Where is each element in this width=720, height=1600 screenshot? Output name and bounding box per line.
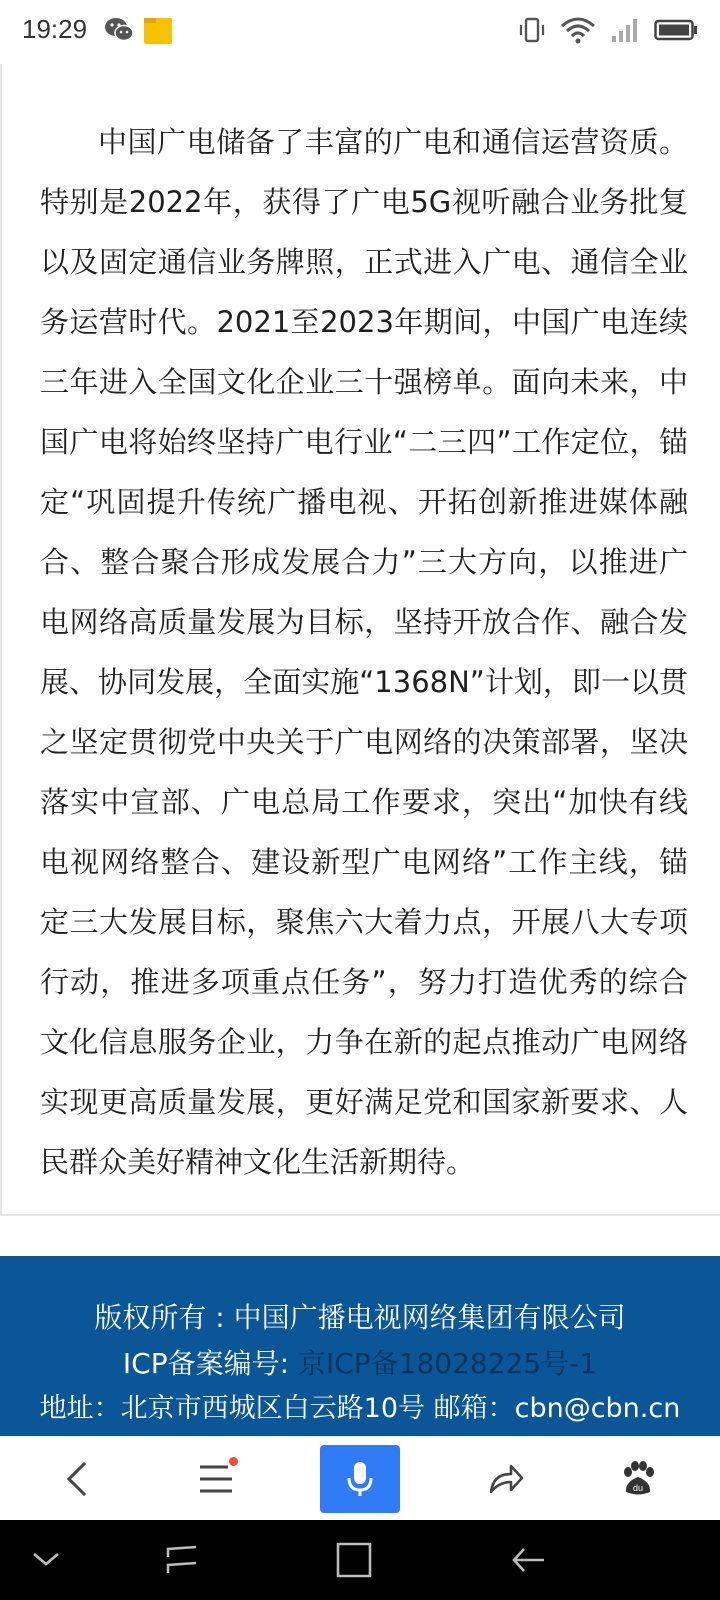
toolbar-share-button[interactable] (476, 1449, 536, 1509)
menu-icon (198, 1463, 234, 1495)
nav-recents-button[interactable] (160, 1540, 204, 1580)
voice-search-button[interactable] (320, 1445, 400, 1513)
microphone-icon (345, 1460, 375, 1498)
wifi-icon (560, 16, 596, 48)
toolbar-menu-button[interactable] (186, 1449, 246, 1509)
baidu-paw-icon (619, 1460, 657, 1498)
wechat-icon (104, 16, 134, 50)
share-icon (487, 1462, 525, 1496)
footer-icp (0, 1346, 720, 1382)
nav-collapse-button[interactable] (24, 1540, 68, 1580)
nav-home-button[interactable] (332, 1540, 376, 1580)
nav-back-button[interactable] (506, 1540, 550, 1580)
footer-icp-label: ICP备案编号: (122, 1347, 290, 1380)
status-time: 19:29 (22, 14, 88, 44)
svg-text:du: du (632, 1483, 644, 1493)
signal-icon (610, 16, 640, 48)
back-icon (510, 1545, 546, 1575)
footer-icp-link[interactable]: 京ICP备18028225号-1 (297, 1347, 598, 1380)
article-paragraph: 中国广电储备了丰富的广电和通信运营资质。特别是2022年，获得了广电5G视听融合业务批复以及固定通信业务牌照，正式进入广电、通信全业务运营时代。2021至2023年期间，中国广电连续三年进入全国文化企业三十强榜单。面向未来，中国广电将始终坚持广电行业“二三四”工作定位，锚定“巩固提升传统广播电视、开拓创新推进媒体融合、整合聚合形成发展合力”三大方向，以推进广电网络高质量发展为目标，坚持开放合作、融合发展、协同发展，全面实施“1368N”计划，即一以贯之坚定贯彻党中央关于广电网络的决策部署，坚决落实中宣部、广电总局工作要求，突出“加快有线电视网络整合、建设新型广电网络”工作主线，锚定三大发展目标，聚焦六大着力点，开展八大专项行动，推进多项重点任务”，努力打造优秀的综合文化信息服务企业，力争在新的起点推动广电网络实现更高质量发展，更好满足党和国家新要求、人民群众美好精神文化生活新期待。 (40, 125, 688, 1179)
battery-icon (654, 18, 698, 46)
browser-toolbar (0, 1436, 720, 1521)
back-icon (63, 1459, 93, 1499)
toolbar-baidu-button[interactable] (608, 1449, 668, 1509)
file-icon (142, 16, 174, 50)
recents-icon (164, 1543, 200, 1577)
status-bar (0, 0, 720, 64)
home-icon (335, 1541, 373, 1579)
footer-address: 地址：北京市西城区白云路10号 邮箱：cbn@cbn.cn (39, 1393, 681, 1424)
footer-copyright: 版权所有 : 中国广播电视网络集团有限公司 (94, 1301, 626, 1334)
notification-dot (229, 1457, 238, 1466)
site-footer (0, 1256, 720, 1436)
toolbar-back-button[interactable] (48, 1449, 108, 1509)
vibrate-icon (518, 16, 546, 48)
collapse-icon (31, 1550, 61, 1570)
android-navigation-bar (0, 1520, 720, 1600)
